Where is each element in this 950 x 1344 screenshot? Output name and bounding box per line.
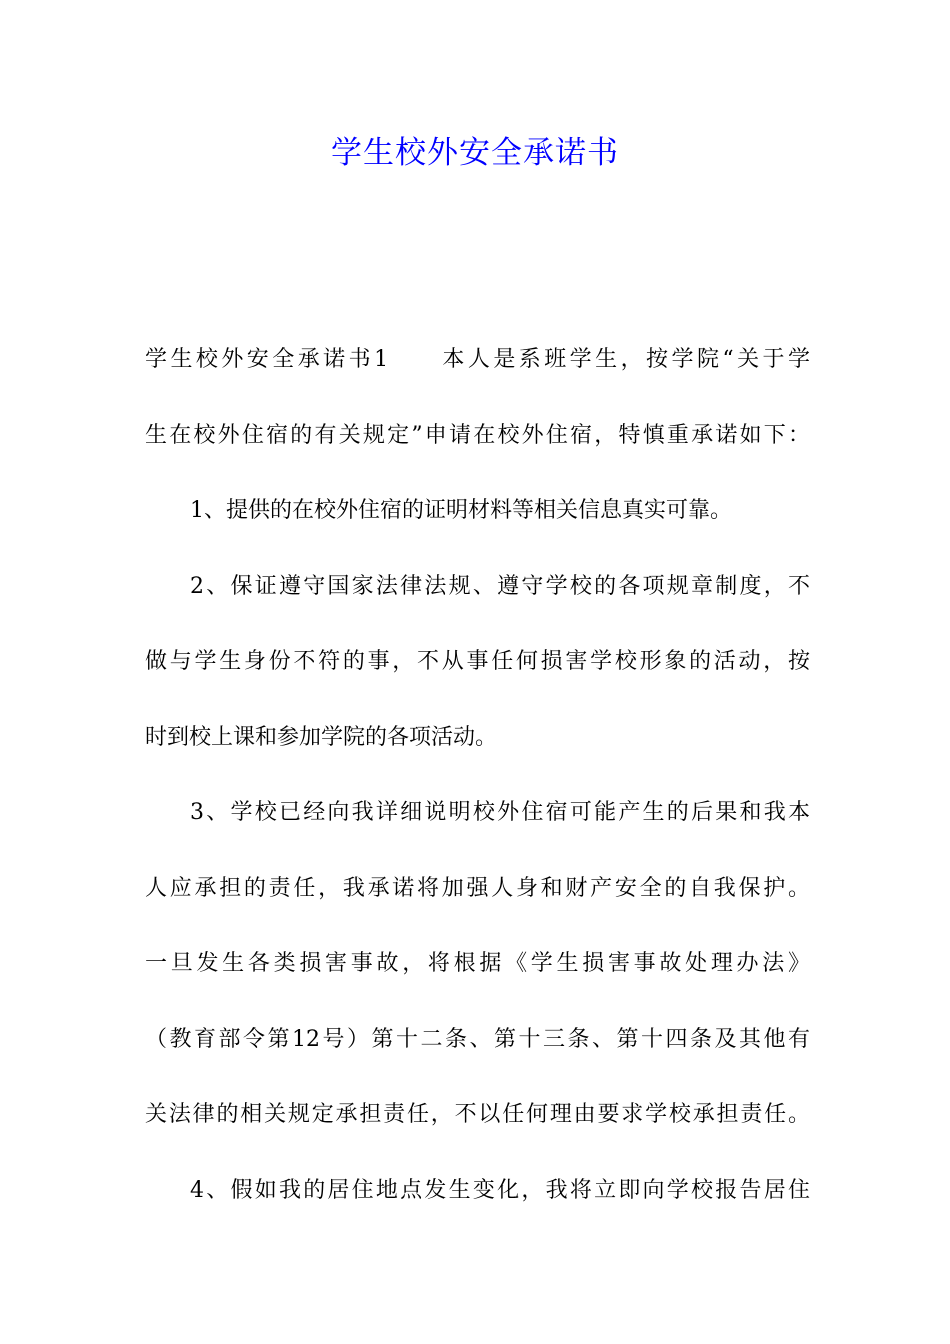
body-line: 做与学生身份不符的事，不从事任何损害学校形象的活动，按 xyxy=(145,649,810,674)
body-line: 1、提供的在校外住宿的证明材料等相关信息真实可靠。 xyxy=(190,498,732,523)
body-line: 3、学校已经向我详细说明校外住宿可能产生的后果和我本 xyxy=(190,800,810,825)
body-line: 时到校上课和参加学院的各项活动。 xyxy=(145,724,498,750)
body-line: 生在校外住宿的有关规定”申请在校外住宿，特慎重承诺如下： xyxy=(145,422,810,448)
body-line: （教育部令第12号）第十二条、第十三条、第十四条及其他有 xyxy=(145,1026,810,1052)
body-line: 人应承担的责任，我承诺将加强人身和财产安全的自我保护。 xyxy=(145,875,810,901)
document-body xyxy=(145,333,810,1239)
document-title: 学生校外安全承诺书 xyxy=(331,135,619,171)
body-line: 一旦发生各类损害事故，将根据《学生损害事故处理办法》 xyxy=(145,951,810,976)
body-line: 关法律的相关规定承担责任，不以任何理由要求学校承担责任。 xyxy=(145,1102,810,1127)
body-line: 4、假如我的居住地点发生变化，我将立即向学校报告居住 xyxy=(190,1177,810,1203)
body-line: 学生校外安全承诺书1 本人是系班学生，按学院“关于学 xyxy=(145,347,810,372)
body-line: 2、保证遵守国家法律法规、遵守学校的各项规章制度，不 xyxy=(190,573,810,599)
